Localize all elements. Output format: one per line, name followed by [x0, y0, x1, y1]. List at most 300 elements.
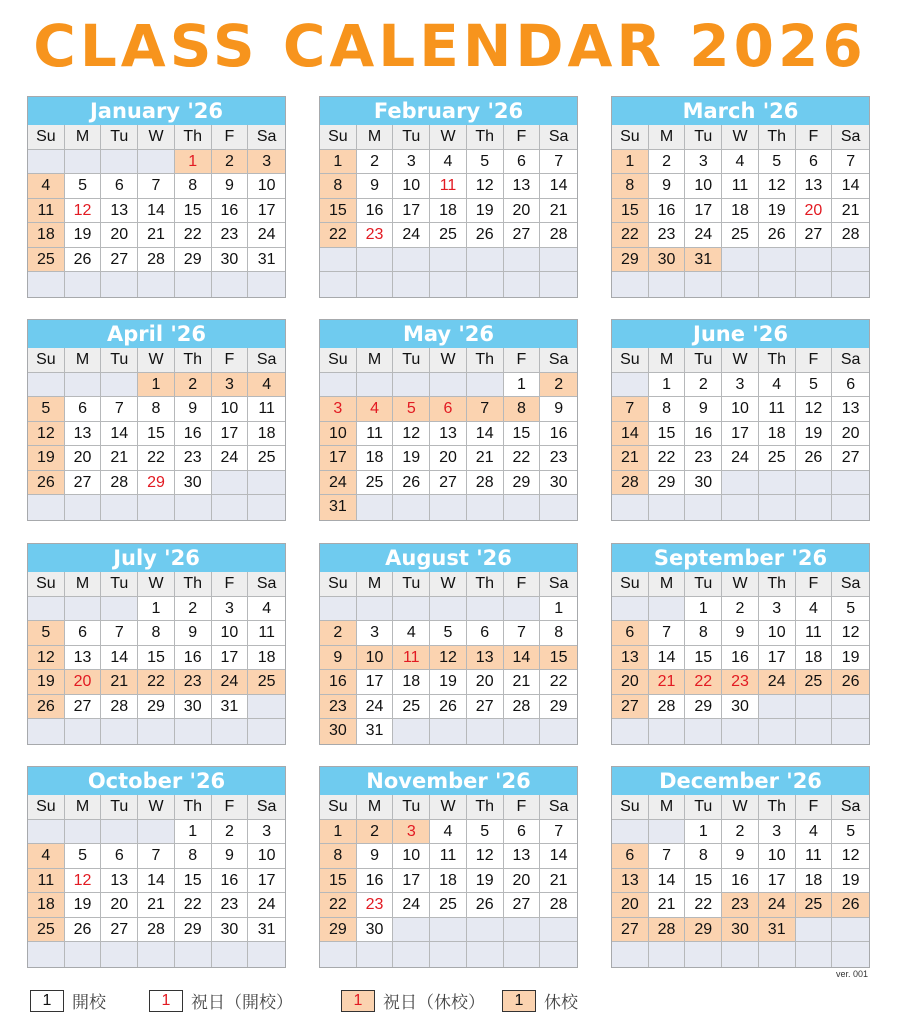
weekday-header: M [357, 125, 394, 150]
month-header: July '26 [28, 544, 285, 572]
weekday-header: Su [28, 348, 65, 373]
weekday-header: Sa [832, 348, 869, 373]
empty-cell [832, 495, 869, 520]
day-cell: 9 [540, 397, 577, 422]
day-cell: 15 [649, 422, 686, 447]
day-cell: 10 [759, 844, 796, 869]
month-header: October '26 [28, 767, 285, 795]
day-cell: 17 [393, 199, 430, 224]
empty-cell [138, 272, 175, 297]
day-cell: 16 [175, 422, 212, 447]
empty-cell [393, 918, 430, 943]
month-header: August '26 [320, 544, 577, 572]
day-cell: 15 [612, 199, 649, 224]
empty-cell [65, 373, 102, 398]
day-cell: 5 [467, 150, 504, 175]
empty-cell [101, 495, 138, 520]
day-cell: 22 [138, 446, 175, 471]
day-cell: 13 [832, 397, 869, 422]
empty-cell [832, 918, 869, 943]
month-grid [320, 572, 577, 744]
day-cell: 5 [28, 397, 65, 422]
day-cell: 6 [612, 621, 649, 646]
day-cell: 6 [101, 844, 138, 869]
empty-cell [467, 719, 504, 744]
day-cell: 30 [175, 471, 212, 496]
day-cell: 14 [467, 422, 504, 447]
day-cell: 22 [175, 223, 212, 248]
day-cell: 16 [212, 869, 249, 894]
day-cell: 13 [504, 174, 541, 199]
day-cell: 25 [357, 471, 394, 496]
day-cell: 2 [357, 820, 394, 845]
day-cell: 30 [320, 719, 357, 744]
day-cell: 18 [796, 646, 833, 671]
weekday-header: Su [612, 572, 649, 597]
weekday-header: W [722, 795, 759, 820]
day-cell: 16 [540, 422, 577, 447]
month-calendar [611, 766, 870, 968]
day-cell: 24 [759, 893, 796, 918]
day-cell: 1 [504, 373, 541, 398]
weekday-header: Sa [248, 795, 285, 820]
day-cell: 20 [612, 670, 649, 695]
empty-cell [832, 248, 869, 273]
weekday-header: Tu [101, 348, 138, 373]
day-cell: 26 [393, 471, 430, 496]
month-grid [28, 572, 285, 744]
day-cell: 22 [612, 223, 649, 248]
day-cell: 20 [504, 869, 541, 894]
empty-cell [212, 719, 249, 744]
day-cell: 22 [685, 670, 722, 695]
empty-cell [101, 719, 138, 744]
day-cell: 18 [28, 893, 65, 918]
day-cell: 12 [65, 869, 102, 894]
day-cell: 16 [357, 199, 394, 224]
day-cell: 20 [101, 893, 138, 918]
day-cell: 7 [138, 844, 175, 869]
empty-cell [722, 272, 759, 297]
legend-label: 祝日（開校） [191, 993, 293, 1013]
day-cell: 1 [685, 820, 722, 845]
day-cell: 29 [685, 695, 722, 720]
day-cell: 26 [65, 918, 102, 943]
empty-cell [28, 942, 65, 967]
month-header: June '26 [612, 320, 869, 348]
month-calendar [319, 766, 578, 968]
month-grid [612, 125, 869, 297]
day-cell: 12 [832, 844, 869, 869]
weekday-header: Sa [248, 348, 285, 373]
empty-cell [65, 820, 102, 845]
empty-cell [612, 719, 649, 744]
day-cell: 2 [212, 820, 249, 845]
day-cell: 26 [796, 446, 833, 471]
day-cell: 29 [612, 248, 649, 273]
empty-cell [612, 272, 649, 297]
day-cell: 10 [722, 397, 759, 422]
day-cell: 21 [832, 199, 869, 224]
day-cell: 29 [504, 471, 541, 496]
day-cell: 28 [832, 223, 869, 248]
day-cell: 1 [320, 820, 357, 845]
empty-cell [65, 150, 102, 175]
day-cell: 25 [722, 223, 759, 248]
day-cell: 10 [393, 174, 430, 199]
day-cell: 13 [101, 869, 138, 894]
day-cell: 19 [28, 670, 65, 695]
empty-cell [430, 373, 467, 398]
empty-cell [320, 942, 357, 967]
day-cell: 3 [248, 820, 285, 845]
weekday-header: M [357, 572, 394, 597]
day-cell: 1 [649, 373, 686, 398]
day-cell: 18 [759, 422, 796, 447]
day-cell: 30 [540, 471, 577, 496]
empty-cell [28, 719, 65, 744]
day-cell: 25 [393, 695, 430, 720]
day-cell: 19 [832, 869, 869, 894]
weekday-header: Tu [101, 795, 138, 820]
legend-swatch: 1 [502, 990, 536, 1012]
day-cell: 8 [320, 844, 357, 869]
day-cell: 10 [248, 174, 285, 199]
day-cell: 19 [65, 223, 102, 248]
empty-cell [28, 495, 65, 520]
day-cell: 23 [175, 670, 212, 695]
day-cell: 11 [248, 621, 285, 646]
day-cell: 12 [796, 397, 833, 422]
day-cell: 26 [28, 695, 65, 720]
weekday-header: W [722, 572, 759, 597]
legend-item-closed [502, 988, 578, 1013]
day-cell: 2 [685, 373, 722, 398]
day-cell: 28 [612, 471, 649, 496]
month-header: March '26 [612, 97, 869, 125]
day-cell: 8 [540, 621, 577, 646]
day-cell: 8 [138, 621, 175, 646]
day-cell: 8 [175, 844, 212, 869]
day-cell: 25 [248, 670, 285, 695]
day-cell: 11 [430, 844, 467, 869]
empty-cell [101, 150, 138, 175]
empty-cell [796, 942, 833, 967]
day-cell: 17 [393, 869, 430, 894]
legend-swatch: 1 [30, 990, 64, 1012]
day-cell: 6 [796, 150, 833, 175]
day-cell: 30 [175, 695, 212, 720]
day-cell: 16 [320, 670, 357, 695]
day-cell: 24 [722, 446, 759, 471]
empty-cell [722, 942, 759, 967]
day-cell: 18 [28, 223, 65, 248]
empty-cell [504, 918, 541, 943]
day-cell: 5 [65, 174, 102, 199]
day-cell: 8 [685, 844, 722, 869]
day-cell: 9 [722, 621, 759, 646]
day-cell: 5 [796, 373, 833, 398]
day-cell: 16 [722, 869, 759, 894]
month-header: January '26 [28, 97, 285, 125]
weekday-header: Th [175, 348, 212, 373]
day-cell: 28 [540, 893, 577, 918]
day-cell: 21 [649, 893, 686, 918]
weekday-header: F [212, 125, 249, 150]
day-cell: 13 [612, 646, 649, 671]
day-cell: 29 [138, 471, 175, 496]
empty-cell [138, 942, 175, 967]
day-cell: 27 [101, 248, 138, 273]
day-cell: 8 [320, 174, 357, 199]
day-cell: 16 [175, 646, 212, 671]
day-cell: 7 [540, 820, 577, 845]
weekday-header: Tu [393, 125, 430, 150]
day-cell: 4 [28, 174, 65, 199]
day-cell: 6 [504, 820, 541, 845]
day-cell: 13 [65, 422, 102, 447]
empty-cell [612, 373, 649, 398]
day-cell: 15 [685, 869, 722, 894]
empty-cell [393, 373, 430, 398]
day-cell: 20 [612, 893, 649, 918]
weekday-header: W [722, 125, 759, 150]
day-cell: 28 [649, 918, 686, 943]
empty-cell [65, 597, 102, 622]
day-cell: 31 [759, 918, 796, 943]
day-cell: 11 [759, 397, 796, 422]
day-cell: 13 [430, 422, 467, 447]
day-cell: 31 [320, 495, 357, 520]
day-cell: 19 [467, 869, 504, 894]
day-cell: 29 [320, 918, 357, 943]
day-cell: 18 [430, 199, 467, 224]
day-cell: 11 [796, 844, 833, 869]
weekday-header: Sa [540, 125, 577, 150]
day-cell: 17 [357, 670, 394, 695]
weekday-header: Sa [248, 572, 285, 597]
empty-cell [430, 918, 467, 943]
empty-cell [540, 248, 577, 273]
day-cell: 11 [430, 174, 467, 199]
empty-cell [65, 942, 102, 967]
day-cell: 21 [138, 223, 175, 248]
day-cell: 7 [101, 621, 138, 646]
day-cell: 15 [175, 199, 212, 224]
day-cell: 13 [65, 646, 102, 671]
day-cell: 10 [320, 422, 357, 447]
day-cell: 24 [320, 471, 357, 496]
day-cell: 31 [248, 248, 285, 273]
day-cell: 1 [138, 373, 175, 398]
day-cell: 24 [759, 670, 796, 695]
day-cell: 3 [320, 397, 357, 422]
empty-cell [504, 495, 541, 520]
day-cell: 19 [65, 893, 102, 918]
day-cell: 3 [357, 621, 394, 646]
day-cell: 10 [685, 174, 722, 199]
day-cell: 27 [101, 918, 138, 943]
day-cell: 5 [832, 820, 869, 845]
weekday-header: F [796, 125, 833, 150]
day-cell: 1 [175, 820, 212, 845]
day-cell: 29 [175, 918, 212, 943]
empty-cell [685, 272, 722, 297]
day-cell: 17 [722, 422, 759, 447]
weekday-header: Tu [393, 795, 430, 820]
day-cell: 19 [796, 422, 833, 447]
legend [0, 988, 900, 1014]
weekday-header: M [649, 348, 686, 373]
day-cell: 18 [796, 869, 833, 894]
day-cell: 27 [504, 223, 541, 248]
day-cell: 17 [212, 422, 249, 447]
day-cell: 6 [430, 397, 467, 422]
empty-cell [430, 597, 467, 622]
empty-cell [248, 719, 285, 744]
empty-cell [796, 272, 833, 297]
day-cell: 2 [175, 597, 212, 622]
day-cell: 17 [759, 869, 796, 894]
empty-cell [28, 597, 65, 622]
empty-cell [101, 820, 138, 845]
day-cell: 8 [138, 397, 175, 422]
empty-cell [65, 495, 102, 520]
empty-cell [138, 495, 175, 520]
day-cell: 28 [649, 695, 686, 720]
weekday-header: M [65, 348, 102, 373]
day-cell: 14 [138, 199, 175, 224]
day-cell: 23 [685, 446, 722, 471]
empty-cell [796, 495, 833, 520]
month-calendar [611, 543, 870, 745]
day-cell: 10 [212, 397, 249, 422]
weekday-header: F [212, 572, 249, 597]
empty-cell [467, 272, 504, 297]
day-cell: 16 [649, 199, 686, 224]
day-cell: 20 [467, 670, 504, 695]
empty-cell [540, 719, 577, 744]
day-cell: 19 [28, 446, 65, 471]
day-cell: 6 [832, 373, 869, 398]
day-cell: 29 [685, 918, 722, 943]
empty-cell [65, 272, 102, 297]
empty-cell [612, 820, 649, 845]
month-calendar [319, 96, 578, 298]
empty-cell [320, 248, 357, 273]
day-cell: 23 [649, 223, 686, 248]
weekday-header: Sa [832, 125, 869, 150]
empty-cell [832, 695, 869, 720]
day-cell: 10 [357, 646, 394, 671]
day-cell: 15 [138, 646, 175, 671]
day-cell: 9 [685, 397, 722, 422]
day-cell: 21 [612, 446, 649, 471]
day-cell: 24 [248, 223, 285, 248]
weekday-header: Su [612, 348, 649, 373]
day-cell: 9 [175, 397, 212, 422]
day-cell: 22 [175, 893, 212, 918]
day-cell: 12 [430, 646, 467, 671]
day-cell: 4 [796, 820, 833, 845]
day-cell: 15 [540, 646, 577, 671]
version-label: ver. 001 [835, 969, 868, 979]
day-cell: 30 [722, 695, 759, 720]
empty-cell [612, 942, 649, 967]
empty-cell [467, 373, 504, 398]
day-cell: 23 [357, 223, 394, 248]
day-cell: 21 [649, 670, 686, 695]
day-cell: 31 [248, 918, 285, 943]
day-cell: 9 [320, 646, 357, 671]
weekday-header: Th [759, 572, 796, 597]
day-cell: 7 [504, 621, 541, 646]
empty-cell [685, 495, 722, 520]
day-cell: 21 [467, 446, 504, 471]
day-cell: 3 [685, 150, 722, 175]
day-cell: 25 [430, 893, 467, 918]
day-cell: 7 [101, 397, 138, 422]
day-cell: 24 [357, 695, 394, 720]
empty-cell [357, 248, 394, 273]
day-cell: 23 [212, 223, 249, 248]
day-cell: 3 [759, 597, 796, 622]
day-cell: 24 [248, 893, 285, 918]
weekday-header: W [722, 348, 759, 373]
empty-cell [28, 272, 65, 297]
day-cell: 7 [649, 621, 686, 646]
weekday-header: M [357, 348, 394, 373]
day-cell: 14 [612, 422, 649, 447]
empty-cell [759, 272, 796, 297]
month-calendar [611, 96, 870, 298]
day-cell: 28 [138, 918, 175, 943]
day-cell: 22 [540, 670, 577, 695]
day-cell: 10 [248, 844, 285, 869]
empty-cell [430, 495, 467, 520]
day-cell: 27 [796, 223, 833, 248]
day-cell: 14 [504, 646, 541, 671]
month-grid [28, 125, 285, 297]
day-cell: 26 [28, 471, 65, 496]
empty-cell [796, 918, 833, 943]
empty-cell [320, 272, 357, 297]
day-cell: 15 [175, 869, 212, 894]
empty-cell [212, 495, 249, 520]
day-cell: 13 [467, 646, 504, 671]
day-cell: 21 [101, 446, 138, 471]
weekday-header: Su [612, 125, 649, 150]
day-cell: 15 [320, 869, 357, 894]
legend-label: 開校 [72, 993, 106, 1013]
weekday-header: W [138, 125, 175, 150]
weekday-header: Su [28, 795, 65, 820]
weekday-header: Th [175, 125, 212, 150]
day-cell: 28 [504, 695, 541, 720]
empty-cell [138, 719, 175, 744]
legend-item-open [30, 988, 106, 1013]
empty-cell [357, 942, 394, 967]
empty-cell [212, 471, 249, 496]
day-cell: 21 [540, 199, 577, 224]
day-cell: 2 [320, 621, 357, 646]
empty-cell [320, 373, 357, 398]
day-cell: 21 [540, 869, 577, 894]
day-cell: 9 [175, 621, 212, 646]
day-cell: 19 [759, 199, 796, 224]
empty-cell [393, 942, 430, 967]
empty-cell [101, 373, 138, 398]
